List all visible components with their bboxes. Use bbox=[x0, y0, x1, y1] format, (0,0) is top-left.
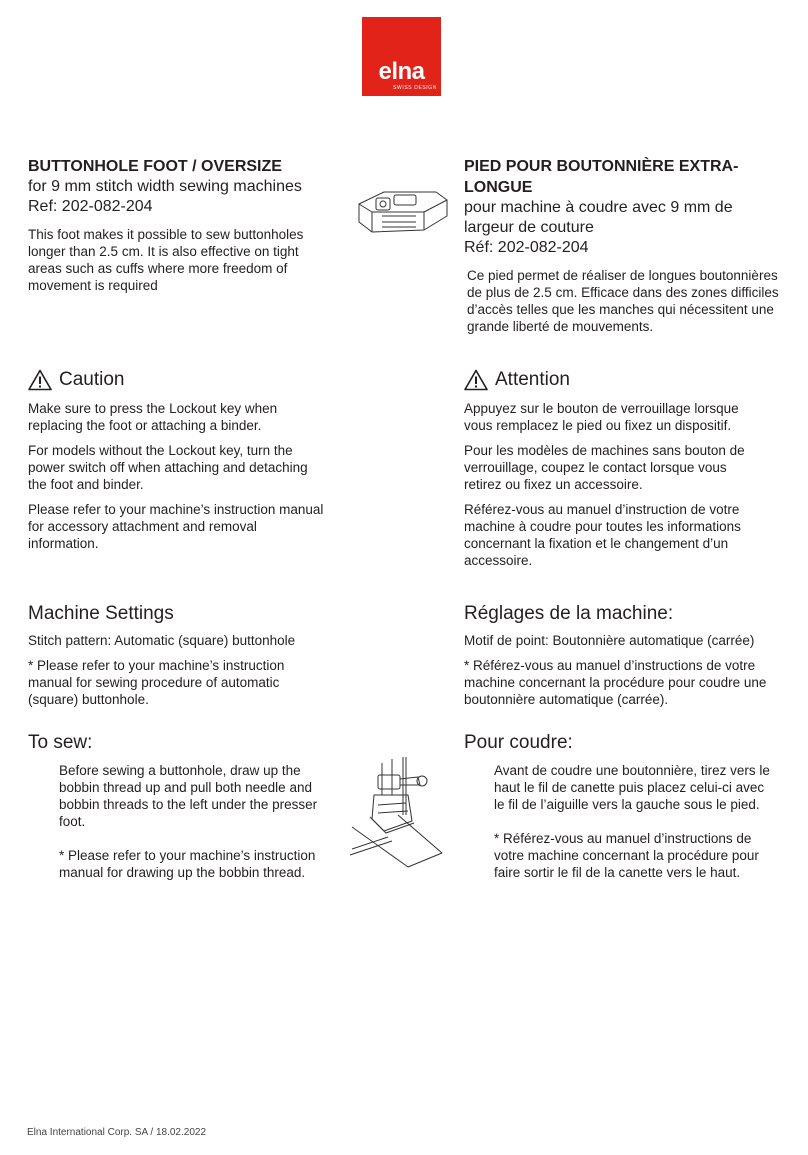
fr-caution-paragraph: Référez-vous au manuel d’instruction de votre machine à coudre pour toutes les informations concernant la fixation et le changement d’un accessoire. bbox=[464, 502, 741, 568]
en-caution-section bbox=[28, 368, 328, 552]
fr-sew-heading: Pour coudre: bbox=[464, 732, 573, 753]
presser-foot-illustration bbox=[354, 186, 452, 238]
fr-sew-section bbox=[464, 731, 782, 881]
en-settings-note: * Please refer to your machine’s instruction manual for sewing procedure of automatic (square) buttonhole. bbox=[28, 658, 285, 707]
en-sew-step: Before sewing a buttonhole, draw up the bobbin thread up and pull both needle and bobbin threads to the left under the presser foot. bbox=[59, 763, 318, 829]
en-settings-section bbox=[28, 602, 328, 708]
fr-settings-section bbox=[464, 602, 782, 708]
en-subtitle: for 9 mm stitch width sewing machines bbox=[28, 178, 302, 195]
fr-caution-paragraph: Appuyez sur le bouton de verrouillage lorsque vous remplacez le pied ou fixez un dispositif. bbox=[464, 401, 739, 433]
fr-caution-paragraph: Pour les modèles de machines sans bouton de verrouillage, coupez le contact lorsque vous retirez ou fixez un accessoire. bbox=[464, 443, 745, 492]
en-sew-heading: To sew: bbox=[28, 732, 93, 753]
warning-icon bbox=[464, 369, 488, 391]
en-title: BUTTONHOLE FOOT / OVERSIZE bbox=[28, 158, 282, 175]
en-caution-paragraph: Please refer to your machine’s instruction manual for accessory attachment and removal information. bbox=[28, 502, 324, 551]
en-caution-paragraph: Make sure to press the Lockout key when replacing the foot or attaching a binder. bbox=[28, 401, 278, 433]
warning-icon bbox=[28, 369, 52, 391]
fr-sew-note: * Référez-vous au manuel d’instructions de votre machine concernant la procédure pour faire sortir le fil de la canette vers le haut. bbox=[494, 831, 759, 880]
fr-settings-note: * Référez-vous au manuel d’instructions de votre machine concernant la procédure pour coudre une boutonnière automatique (carrée). bbox=[464, 658, 767, 707]
en-caution-heading: Caution bbox=[59, 369, 125, 390]
fr-title: PIED POUR BOUTONNIÈRE EXTRA-LONGUE bbox=[464, 158, 739, 196]
en-sew-section bbox=[28, 731, 333, 881]
fr-caution-heading: Attention bbox=[495, 369, 570, 390]
fr-settings-line: Motif de point: Boutonnière automatique (carrée) bbox=[464, 633, 755, 648]
brand-logo bbox=[362, 17, 441, 96]
fr-sew-step: Avant de coudre une boutonnière, tirez vers le haut le fil de canette puis placez celui-ci avec le fil de l’aiguille vers la gauche sous le pied. bbox=[494, 763, 770, 812]
en-ref: Ref: 202-082-204 bbox=[28, 198, 153, 215]
en-settings-heading: Machine Settings bbox=[28, 603, 174, 624]
fr-ref: Réf: 202-082-204 bbox=[464, 239, 589, 256]
en-header bbox=[28, 156, 328, 294]
logo-wordmark: elna bbox=[378, 58, 425, 85]
footer-text: Elna International Corp. SA / 18.02.2022 bbox=[27, 1127, 207, 1138]
en-intro: This foot makes it possible to sew buttonholes longer than 2.5 cm. It is also effective on tight areas such as cuffs where more freedom of movement is required bbox=[28, 227, 304, 293]
logo-tagline: SWISS DESIGN bbox=[393, 85, 437, 91]
fr-intro: Ce pied permet de réaliser de longues boutonnières de plus de 2.5 cm. Efficace dans des zones difficiles d’accès telles que les manches qui nécessitent une grande liberté de mouvements. bbox=[467, 268, 779, 334]
fr-settings-heading: Réglages de la machine: bbox=[464, 603, 674, 624]
fr-subtitle: pour machine à coudre avec 9 mm de largeur de couture bbox=[464, 199, 733, 236]
fr-header bbox=[464, 156, 784, 335]
sewing-foot-illustration bbox=[348, 755, 448, 875]
en-caution-paragraph: For models without the Lockout key, turn the power switch off when attaching and detaching the foot and binder. bbox=[28, 443, 308, 492]
en-settings-line: Stitch pattern: Automatic (square) buttonhole bbox=[28, 633, 296, 648]
fr-caution-section bbox=[464, 368, 782, 569]
en-sew-note: * Please refer to your machine’s instruction manual for drawing up the bobbin thread. bbox=[59, 848, 316, 880]
